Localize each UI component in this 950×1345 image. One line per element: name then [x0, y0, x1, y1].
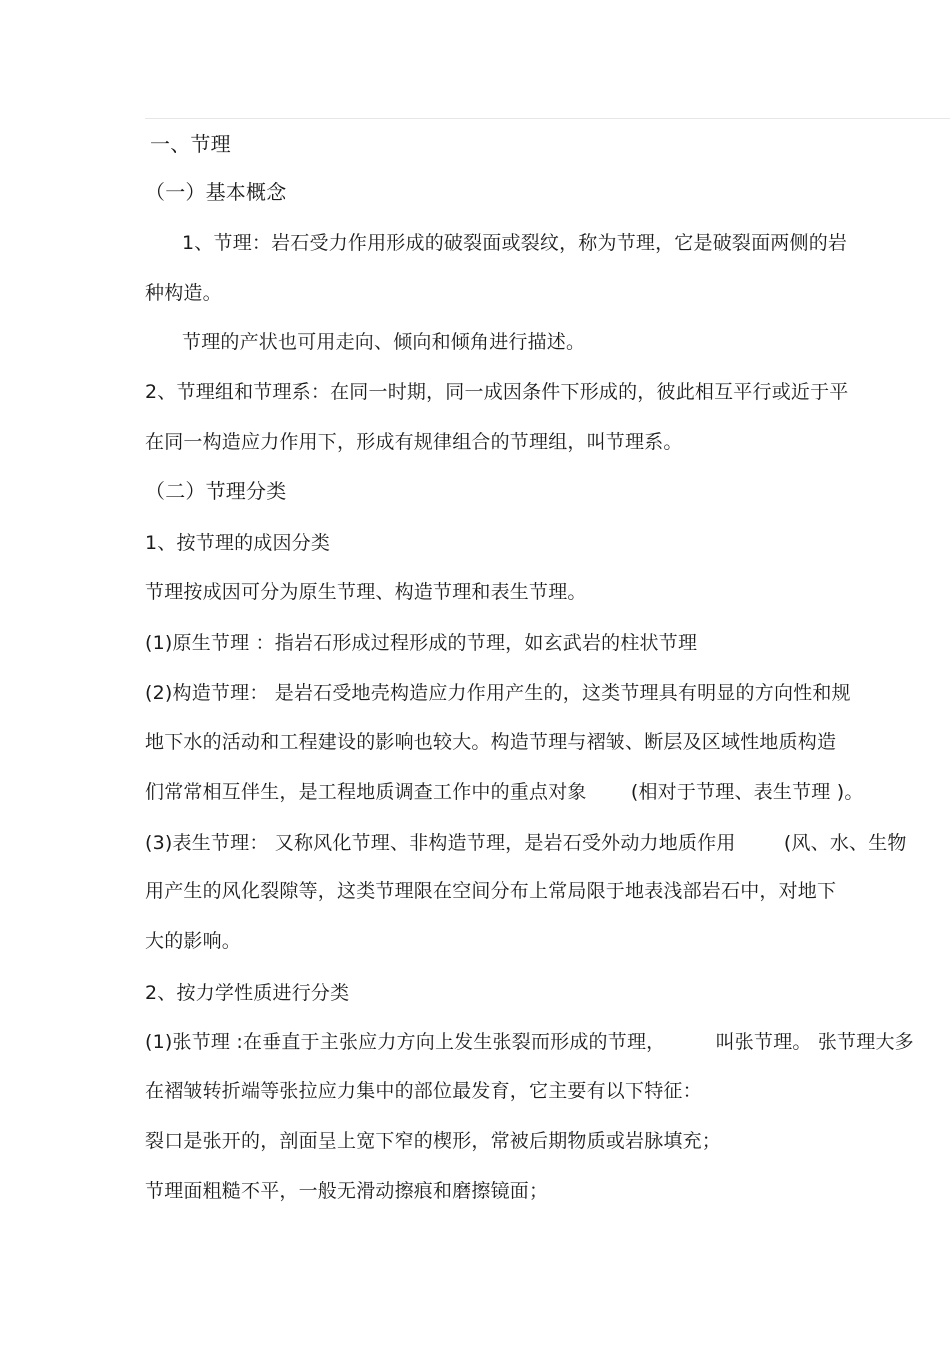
paragraph-joint-sets-line-2: 在同一构造应力作用下，形成有规律组合的节理组，叫节理系。 [145, 431, 683, 453]
header-divider [145, 118, 950, 119]
paragraph-supergene-joints-line-3: 大的影响。 [145, 930, 242, 952]
paragraph-tension-feature-2: 节理面粗糙不平，一般无滑动擦痕和磨擦镜面； [145, 1180, 549, 1202]
tectonic-line-3-main: 们常常相互伴生，是工程地质调查工作中的重点对象 [145, 781, 587, 803]
supergene-line-1-note: (风、水、生物 [783, 832, 907, 854]
paragraph-attitude: 节理的产状也可用走向、倾向和倾角进行描述。 [182, 331, 586, 353]
paragraph-supergene-joints-line-1 [145, 830, 907, 856]
paragraph-tension-joints-line-2: 在褶皱转折端等张拉应力集中的部位最发育，它主要有以下特征： [145, 1080, 702, 1102]
paragraph-definition-line-1: 1、节理：岩石受力作用形成的破裂面或裂纹，称为节理，它是破裂面两侧的岩 [182, 232, 848, 254]
subheading-by-mechanics: 2、按力学性质进行分类 [145, 982, 350, 1004]
heading-classification: （二）节理分类 [145, 479, 287, 503]
paragraph-supergene-joints-line-2: 用产生的风化裂隙等，这类节理限在空间分布上常局限于地表浅部岩石中，对地下 [145, 880, 837, 902]
paragraph-joint-sets-line-1: 2、节理组和节理系：在同一时期，同一成因条件下形成的，彼此相互平行或近于平 [145, 381, 849, 403]
tension-line-1-main: (1)张节理 :在垂直于主张应力方向上发生张裂而形成的节理， [145, 1031, 666, 1053]
supergene-line-1-main: (3)表生节理： 又称风化节理、非构造节理，是岩石受外动力地质作用 [145, 832, 736, 854]
paragraph-tectonic-joints-line-2: 地下水的活动和工程建设的影响也较大。构造节理与褶皱、断层及区域性地质构造 [145, 731, 837, 753]
heading-joints: 一、节理 [150, 132, 231, 156]
tectonic-line-3-note: (相对于节理、表生节理 )。 [630, 781, 864, 803]
heading-basic-concepts: （一）基本概念 [145, 180, 287, 204]
paragraph-tectonic-joints-line-3 [145, 779, 864, 805]
paragraph-tectonic-joints-line-1: (2)构造节理： 是岩石受地壳构造应力作用产生的，这类节理具有明显的方向性和规 [145, 682, 851, 704]
subheading-by-origin: 1、按节理的成因分类 [145, 532, 331, 554]
paragraph-definition-line-2: 种构造。 [145, 282, 222, 304]
paragraph-primary-joints: (1)原生节理 ：指岩石形成过程形成的节理，如玄武岩的柱状节理 [145, 632, 698, 654]
paragraph-tension-joints-line-1 [145, 1029, 914, 1055]
paragraph-tension-feature-1: 裂口是张开的，剖面呈上宽下窄的楔形，常被后期物质或岩脉填充； [145, 1130, 722, 1152]
paragraph-origin-types: 节理按成因可分为原生节理、构造节理和表生节理。 [145, 581, 587, 603]
tension-line-1-tail: 叫张节理。 张节理大多 [715, 1031, 914, 1053]
